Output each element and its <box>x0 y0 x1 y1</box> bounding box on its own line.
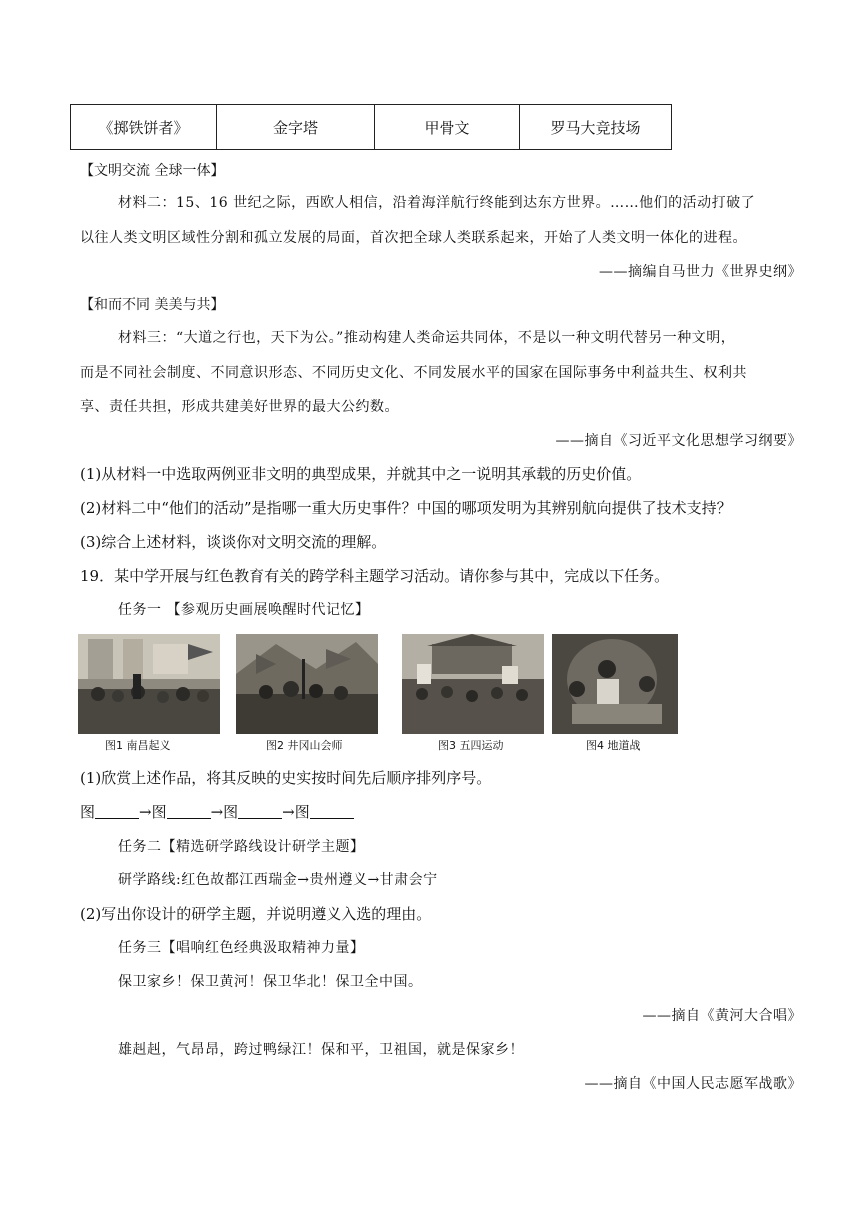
study-route: 研学路线:红色故都江西瑞金→贵州遵义→甘肃会宁 <box>118 872 438 888</box>
answer-arrow: →图 <box>210 803 239 821</box>
answer-blank[interactable] <box>238 804 282 819</box>
song2-lyrics: 雄赳赳，气昂昂，跨过鸭绿江！保和平，卫祖国，就是保家乡！ <box>118 1042 524 1058</box>
material2-line1: 材料二：15、16 世纪之际，西欧人相信，沿着海洋航行终能到达东方世界。……他们的活动打破了 <box>118 195 756 211</box>
question-18-3: (3)综合上述材料，谈谈你对文明交流的理解。 <box>80 533 387 551</box>
caption-fig4: 图4 地道战 <box>586 739 641 752</box>
painting-tunnel-warfare <box>552 634 694 734</box>
question-18-2: (2)材料二中“他们的活动”是指哪一重大历史事件？中国的哪项发明为其辨别航向提供了技术支持？ <box>80 499 732 517</box>
answer-blank[interactable] <box>95 804 139 819</box>
material3-source: ——摘自《习近平文化思想学习纲要》 <box>555 433 802 449</box>
answer-blank[interactable] <box>167 804 211 819</box>
question-19-title: 19．某中学开展与红色教育有关的跨学科主题学习活动。请你参与其中，完成以下任务。 <box>80 567 670 585</box>
question-19-2: (2)写出你设计的研学主题，并说明遵义入选的理由。 <box>80 905 432 923</box>
song2-source: ——摘自《中国人民志愿军战歌》 <box>584 1076 802 1092</box>
table-cell: 罗马大竞技场 <box>520 105 672 150</box>
caption-fig1: 图1 南昌起义 <box>105 739 171 752</box>
question-18-1: (1)从材料一中选取两例亚非文明的典型成果，并就其中之一说明其承载的历史价值。 <box>80 465 642 483</box>
answer-arrow: →图 <box>282 803 310 821</box>
order-answer-line <box>80 801 354 822</box>
section-heading: 【和而不同 美美与共】 <box>80 297 225 313</box>
painting-may-fourth-movement <box>402 634 544 734</box>
task3-heading: 任务三【唱响红色经典汲取精神力量】 <box>118 940 365 956</box>
artifact-table <box>70 104 672 150</box>
material2-line2: 以往人类文明区域性分割和孤立发展的局面，首次把全球人类联系起来，开始了人类文明一体化的进程。 <box>80 230 747 246</box>
painting-jinggangshan-meeting <box>236 634 378 734</box>
table-cell: 金字塔 <box>217 105 375 150</box>
answer-prefix: 图 <box>80 803 96 821</box>
table-cell: 甲骨文 <box>375 105 520 150</box>
answer-arrow: →图 <box>139 803 167 821</box>
material3-line1: 材料三：“大道之行也，天下为公。”推动构建人类命运共同体，不是以一种文明代替另一种文明， <box>118 330 736 346</box>
answer-blank[interactable] <box>310 804 354 819</box>
caption-fig2: 图2 井冈山会师 <box>266 739 343 752</box>
material3-line2: 而是不同社会制度、不同意识形态、不同历史文化、不同发展水平的国家在国际事务中利益共生、权利共 <box>80 365 747 381</box>
song1-source: ——摘自《黄河大合唱》 <box>642 1008 802 1024</box>
caption-fig3: 图3 五四运动 <box>438 739 504 752</box>
material2-source: ——摘编自马世力《世界史纲》 <box>599 264 802 280</box>
question-19-1: (1)欣赏上述作品，将其反映的史实按时间先后顺序排列序号。 <box>80 769 492 787</box>
task1-heading: 任务一 【参观历史画展唤醒时代记忆】 <box>118 602 370 618</box>
table-cell: 《掷铁饼者》 <box>71 105 217 150</box>
section-heading: 【文明交流 全球一体】 <box>80 163 225 179</box>
task2-heading: 任务二【精选研学路线设计研学主题】 <box>118 839 365 855</box>
painting-nanchang-uprising <box>78 634 220 734</box>
song1-lyrics: 保卫家乡！保卫黄河！保卫华北！保卫全中国。 <box>118 974 423 990</box>
material3-line3: 享、责任共担，形成共建美好世界的最大公约数。 <box>80 399 399 415</box>
